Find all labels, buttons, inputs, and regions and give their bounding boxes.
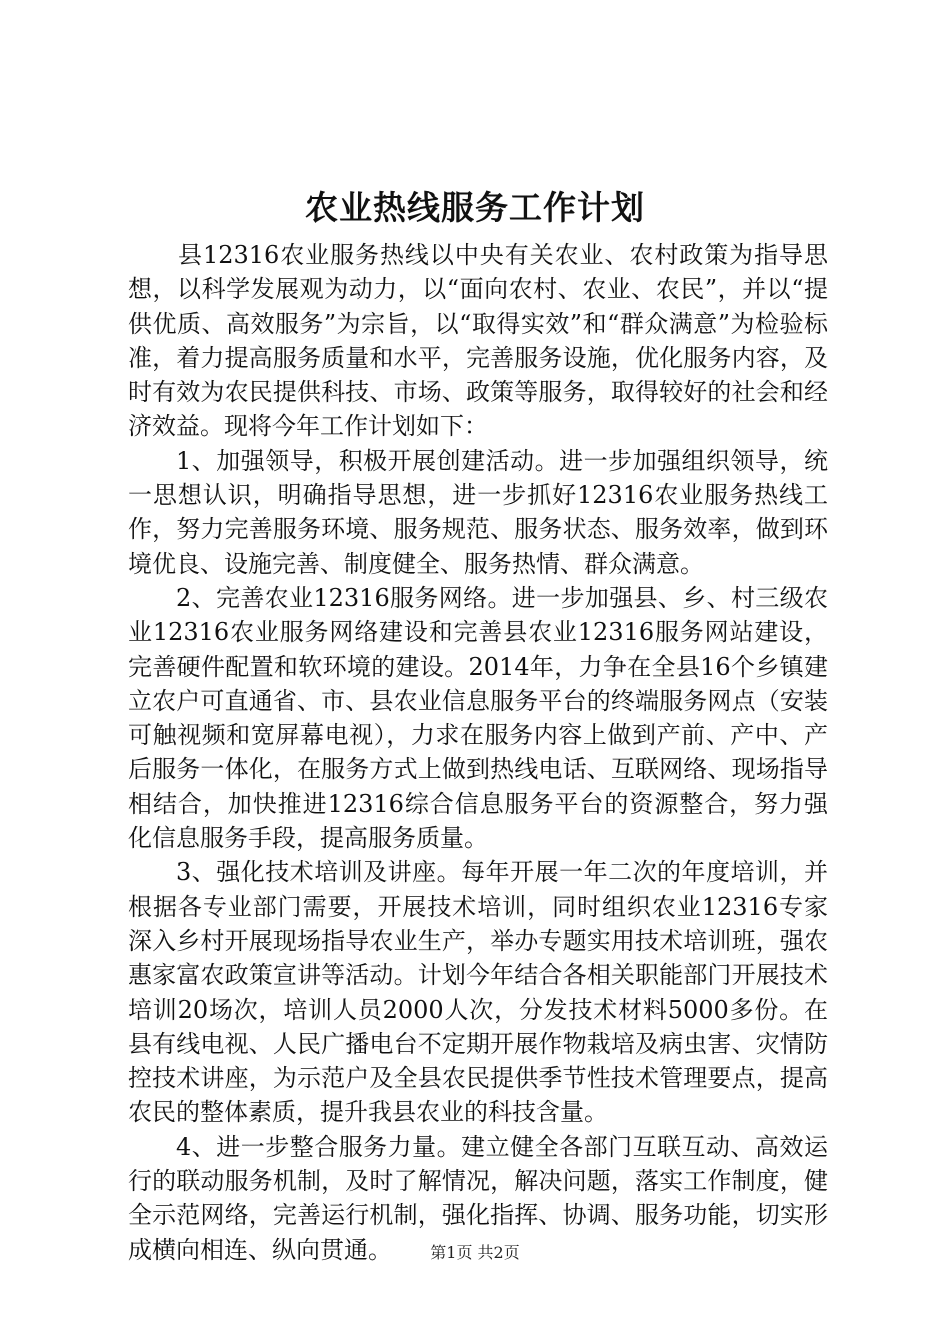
paragraph-item-4: 4、进一步整合服务力量。建立健全各部门互联互动、高效运行的联动服务机制，及时了解情况，解决问题，落实工作制度，健全示范网络，完善运行机制，强化指挥、协调、服务功能，切实形成横向相连、纵向贯通。 xyxy=(128,1132,828,1264)
intro-paragraph: 县12316农业服务热线以中央有关农业、农村政策为指导思想，以科学发展观为动力，以“面向农村、农业、农民”，并以“提供优质、高效服务”为宗旨，以“取得实效”和“群众满意”为检验标准，着力提高服务质量和水平，完善服务设施，优化服务内容，及时有效为农民提供科技、市场、政策等服务，取得较好的社会和经济效益。现将今年工作计划如下： xyxy=(128,241,828,441)
paragraph-item-1: 1、加强领导，积极开展创建活动。进一步加强组织领导，统一思想认识，明确指导思想，进一步抓好12316农业服务热线工作，努力完善服务环境、服务规范、服务状态、服务效率，做到环境优良、设施完善、制度健全、服务热情、群众满意。 xyxy=(128,446,828,578)
page-footer: 第1页 共2页 xyxy=(430,1243,520,1262)
paragraph-item-3: 3、强化技术培训及讲座。每年开展一年二次的年度培训，并根据各专业部门需要，开展技术培训，同时组织农业12316专家深入乡村开展现场指导农业生产，举办专题实用技术培训班，强农惠家富农政策宣讲等活动。计划今年结合各相关职能部门开展技术培训20场次，培训人员2000人次，分发技术材料5000多份。在县有线电视、人民广播电台不定期开展作物栽培及病虫害、灾情防控技术讲座，为示范户及全县农民提供季节性技术管理要点，提高农民的整体素质，提升我县农业的科技含量。 xyxy=(128,858,828,1127)
document-title: 农业热线服务工作计划 xyxy=(305,188,645,227)
paragraph-item-2: 2、完善农业12316服务网络。进一步加强县、乡、村三级农业12316农业服务网络建设和完善县农业12316服务网站建设，完善硬件配置和软环境的建设。2014年，力争在全县16个乡镇建立农户可直通省、市、县农业信息服务平台的终端服务网点（安装可触视频和宽屏幕电视），力求在服务内容上做到产前、产中、产后服务一体化，在服务方式上做到热线电话、互联网络、现场指导相结合，加快推进12316综合信息服务平台的资源整合，努力强化信息服务手段，提高服务质量。 xyxy=(128,583,828,853)
document-body xyxy=(128,238,828,1267)
